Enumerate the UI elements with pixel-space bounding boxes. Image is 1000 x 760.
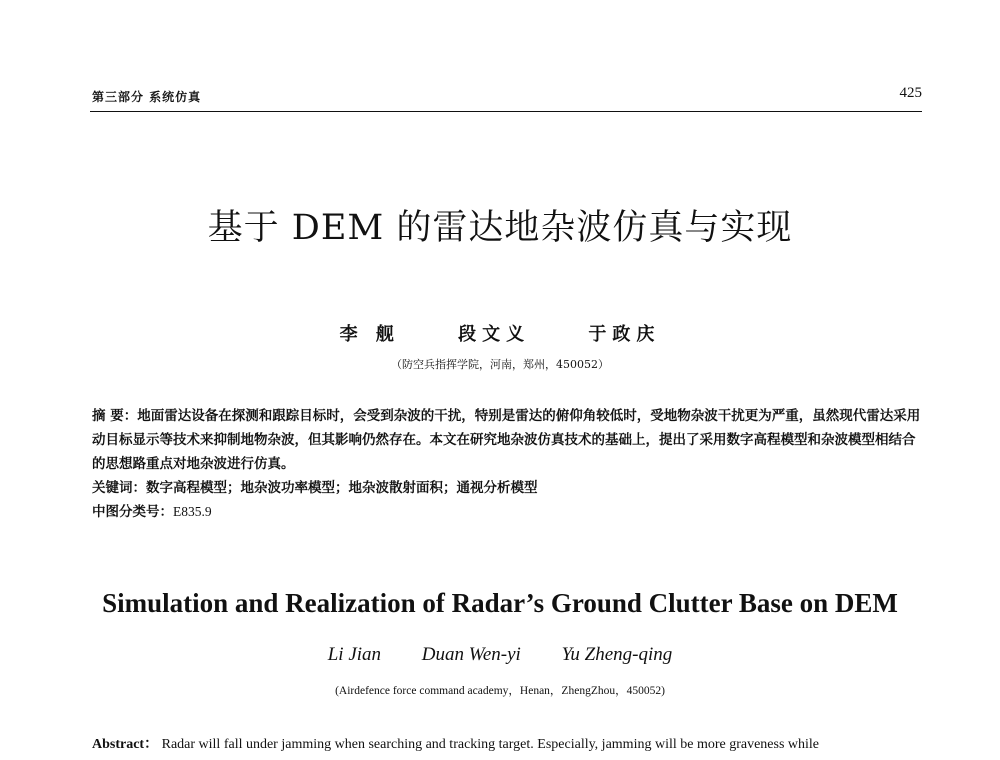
english-abstract [92, 733, 922, 753]
abstract-text-cn: 地面雷达设备在探测和跟踪目标时，会受到杂波的干扰，特别是雷达的俯仰角较低时，受地物杂波干扰更为严重，虽然现代雷达采用动目标显示等技术来抑制地物杂波，但其影响仍然存在。本文在研究地杂波仿真技术的基础上，提出了采用数字高程模型和杂波模型相结合的思想路重点对地杂波进行仿真。 [92, 408, 921, 472]
author-cn-3: 于政庆 [588, 324, 661, 345]
chinese-affiliation: （防空兵指挥学院，河南，郑州，450052） [391, 358, 609, 371]
chinese-authors [0, 320, 1000, 346]
classification [92, 500, 922, 524]
author-en-1: Li Jian [327, 644, 382, 665]
abstract-text-en: Radar will fall under jamming when searching and tracking target. Especially, jamming will be more graveness while [158, 737, 820, 752]
english-affiliation: (Airdefence force command academy，Henan，ZhengZhou，450052) [335, 685, 665, 697]
keywords-label: 关键词： [92, 480, 146, 496]
english-title: Simulation and Realization of Radar’s Ground Clutter Base on DEM [102, 588, 898, 618]
running-header-section: 第三部分 系统仿真 [92, 90, 202, 104]
header-rule [90, 111, 922, 112]
abstract-label-en: Abstract： [92, 737, 159, 752]
author-cn-1: 李 舰 [339, 324, 400, 345]
chinese-title: 基于 DEM 的雷达地杂波仿真与实现 [207, 208, 793, 248]
author-cn-2: 段文义 [458, 324, 531, 345]
class-text: E835.9 [173, 504, 212, 519]
author-en-3: Yu Zheng-qing [561, 644, 673, 665]
chinese-abstract [92, 404, 922, 476]
page-number: 425 [899, 85, 922, 101]
chinese-keywords [92, 476, 922, 500]
english-authors [0, 644, 1000, 666]
class-label: 中图分类号： [92, 504, 173, 520]
abstract-label-cn: 摘 要： [92, 408, 138, 424]
keywords-text: 数字高程模型；地杂波功率模型；地杂波散射面积；通视分析模型 [146, 480, 538, 496]
author-en-2: Duan Wen-yi [421, 644, 521, 665]
chinese-abstract-block [92, 404, 922, 524]
